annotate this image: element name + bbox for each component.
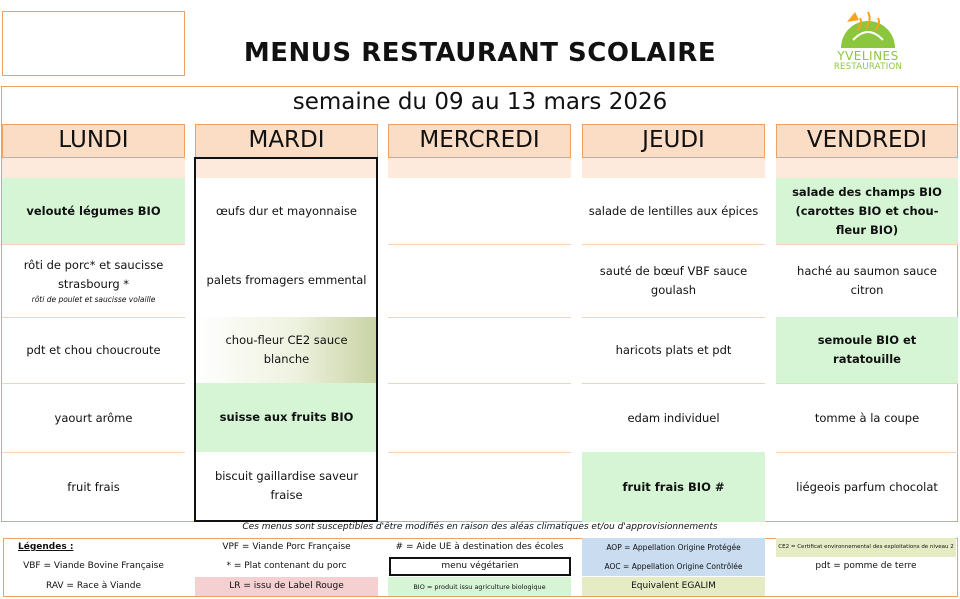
menu-item: haché au saumon sauce citron [776, 244, 958, 317]
legend-pdt: pdt = pomme de terre [815, 561, 917, 571]
brand-name: YVELINES [837, 49, 899, 63]
legend-vbf: VBF = Viande Bovine Française [23, 561, 164, 571]
legend-egalim: Equivalent EGALIM [582, 577, 765, 596]
logo-emblem-icon [833, 6, 903, 50]
page-title: MENUS RESTAURANT SCOLAIRE [243, 38, 717, 68]
day-strip [388, 158, 571, 178]
menu-item: salade des champs BIO (carottes BIO et chou-fleur BIO) [776, 178, 958, 244]
legend-aide-ue: # = Aide UE à destination des écoles [395, 542, 564, 552]
day-column-lundi [2, 178, 185, 522]
day-strip [776, 158, 958, 178]
day-column-jeudi [582, 178, 765, 522]
menu-item [388, 178, 571, 244]
legend-porc: * = Plat contenant du porc [226, 561, 347, 571]
vegetarian-menu-frame [194, 157, 378, 522]
menu-item [388, 383, 571, 452]
legend-bio: BIO = produit issu agriculture biologique [388, 577, 571, 596]
legend-lr: LR = issu de Label Rouge [195, 577, 378, 596]
menu-item: palets fromagers emmental [206, 273, 367, 287]
day-header-jeudi: JEUDI [582, 124, 765, 158]
legend-aop: AOP = Appellation Origine Protégée [582, 538, 765, 557]
menu-item: sauté de bœuf VBF sauce goulash [582, 244, 765, 317]
menu-item: haricots plats et pdt [582, 317, 765, 383]
legend-ce2: CE2 = Certificat environnemental des exploitations de niveau 2 [776, 538, 956, 557]
menu-item [388, 244, 571, 317]
menu-item: œufs dur et mayonnaise [216, 203, 357, 218]
menu-item: chou-fleur CE2 sauce blanche [196, 317, 377, 383]
week-range: semaine du 09 au 13 mars 2026 [292, 89, 668, 115]
day-strip [2, 158, 185, 178]
menu-item: velouté légumes BIO [2, 178, 185, 244]
menu-item: semoule BIO et ratatouille [776, 317, 958, 383]
menu-item: rôti de porc* et saucisse strasbourg * rôti de poulet et saucisse volaille [2, 244, 185, 317]
day-header-vendredi: VENDREDI [776, 124, 958, 158]
legend-title: Légendes : [18, 542, 74, 552]
yvelines-restauration-logo [808, 6, 928, 74]
day-column-vendredi [776, 178, 958, 522]
menu-item: tomme à la coupe [776, 383, 958, 452]
brand-subtitle: RESTAURATION [833, 62, 903, 72]
menu-item: edam individuel [582, 383, 765, 452]
menu-item: pdt et chou choucroute [2, 317, 185, 383]
disclaimer: Ces menus sont susceptibles d'être modifiés en raison des aléas climatiques et/ou d'approvisionnements [242, 522, 718, 532]
menu-item [388, 452, 571, 522]
legend-aoc: AOC = Appellation Origine Contrôlée [582, 557, 765, 576]
day-header-mercredi: MERCREDI [388, 124, 571, 158]
day-header-lundi: LUNDI [2, 124, 185, 158]
menu-item: yaourt arôme [2, 383, 185, 452]
legend-vegetarien: menu végétarien [389, 557, 571, 576]
legend-vpf: VPF = Viande Porc Française [222, 542, 351, 552]
school-logo-placeholder [2, 11, 185, 76]
legend-rav: RAV = Race à Viande [45, 581, 142, 591]
day-column-mercredi [388, 178, 571, 522]
menu-item: salade de lentilles aux épices [588, 203, 759, 218]
menu-item: fruit frais BIO # [582, 452, 765, 522]
menu-item: suisse aux fruits BIO [196, 383, 377, 452]
menu-item: fruit frais [2, 452, 185, 522]
day-strip [582, 158, 765, 178]
menu-item-alternative: rôti de poulet et saucisse volaille [31, 295, 156, 304]
menu-item [388, 317, 571, 383]
day-header-mardi: MARDI [195, 124, 378, 158]
menu-item: liégeois parfum chocolat [776, 452, 958, 522]
menu-item: biscuit gaillardise saveur fraise [214, 469, 359, 502]
